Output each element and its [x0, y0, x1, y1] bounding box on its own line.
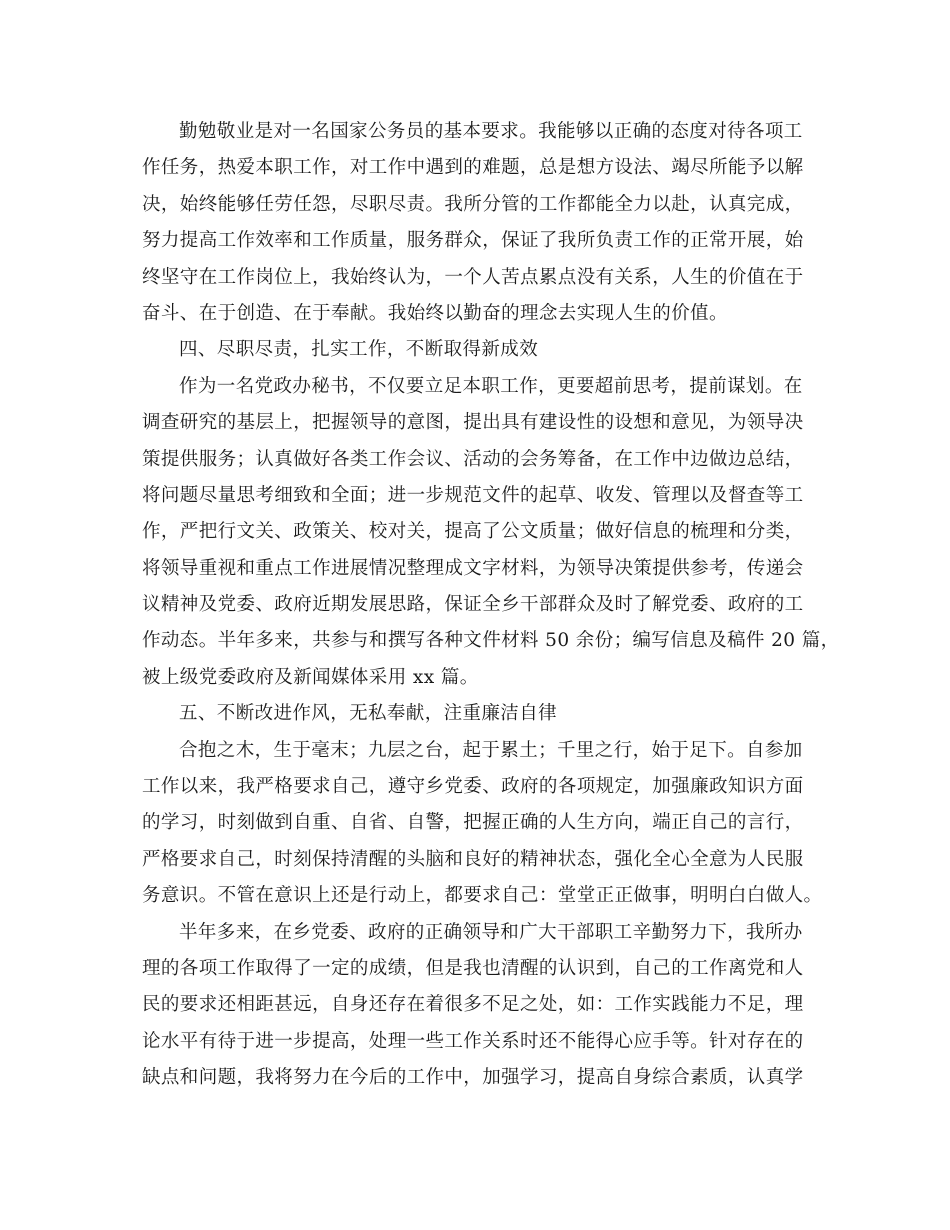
text-line: 将领导重视和重点工作进展情况整理成文字材料，为领导决策提供参考，传递会: [142, 557, 804, 579]
text-line: 缺点和问题，我将努力在今后的工作中，加强学习，提高自身综合素质，认真学: [142, 1067, 804, 1089]
text-line: 策提供服务；认真做好各类工作会议、活动的会务筹备，在工作中边做边总结，: [142, 448, 804, 470]
text-line: 努力提高工作效率和工作质量，服务群众，保证了我所负责工作的正常开展，始: [142, 230, 804, 252]
text-line: 务意识。不管在意识上还是行动上，都要求自己：堂堂正正做事，明明白白做人。: [142, 885, 823, 907]
text-line: 工作以来，我严格要求自己，遵守乡党委、政府的各项规定，加强廉政知识方面: [142, 776, 804, 798]
text-line: 理的各项工作取得了一定的成绩，但是我也清醒的认识到，自己的工作离党和人: [142, 957, 804, 979]
text-line: 将问题尽量思考细致和全面；进一步规范文件的起草、收发、管理以及督查等工: [142, 484, 804, 506]
text-line: 严格要求自己，时刻保持清醒的头脑和良好的精神状态，强化全心全意为人民服: [142, 848, 804, 870]
text-line: 勤勉敬业是对一名国家公务员的基本要求。我能够以正确的态度对待各项工: [179, 121, 803, 142]
text-line: 半年多来，在乡党委、政府的正确领导和广大干部职工辛勤努力下，我所办: [179, 921, 803, 943]
text-line: 作为一名党政办秘书，不仅要立足本职工作，更要超前思考，提前谋划。在: [179, 375, 803, 397]
document-body: [142, 114, 840, 1097]
text-line: 论水平有待于进一步提高，处理一些工作关系时还不能得心应手等。针对存在的: [142, 1030, 804, 1052]
text-line: 调查研究的基层上，把握领导的意图，提出具有建设性的设想和意见，为领导决: [142, 412, 804, 434]
text-line: 作任务，热爱本职工作，对工作中遇到的难题，总是想方设法、竭尽所能予以解: [142, 157, 804, 179]
text-line: 作，严把行文关、政策关、校对关，提高了公文质量；做好信息的梳理和分类，: [142, 521, 804, 543]
text-line: 奋斗、在于创造、在于奉献。我始终以勤奋的理念去实现人生的价值。: [142, 302, 728, 324]
text-line: 作动态。半年多来，共参与和撰写各种文件材料 50 余份；编写信息及稿件 20 篇，: [142, 630, 840, 652]
text-line: 合抱之木，生于毫末；九层之台，起于累土；千里之行，始于足下。自参加: [179, 739, 803, 761]
text-line: 议精神及党委、政府近期发展思路，保证全乡干部群众及时了解党委、政府的工: [142, 594, 804, 616]
text-line: 终坚守在工作岗位上，我始终认为，一个人苦点累点没有关系，人生的价值在于: [142, 266, 804, 288]
text-line: 民的要求还相距甚远，自身还存在着很多不足之处，如：工作实践能力不足，理: [142, 994, 804, 1016]
text-line: 的学习，时刻做到自重、自省、自警，把握正确的人生方向，端正自己的言行，: [142, 812, 804, 834]
text-line: 决，始终能够任劳任怨，尽职尽责。我所分管的工作都能全力以赴，认真完成，: [142, 193, 804, 215]
text-line: 被上级党委政府及新闻媒体采用 xx 篇。: [142, 666, 479, 688]
text-line: 五、不断改进作风，无私奉献，注重廉洁自律: [179, 703, 558, 725]
text-line: 四、尽职尽责，扎实工作，不断取得新成效: [179, 339, 539, 361]
